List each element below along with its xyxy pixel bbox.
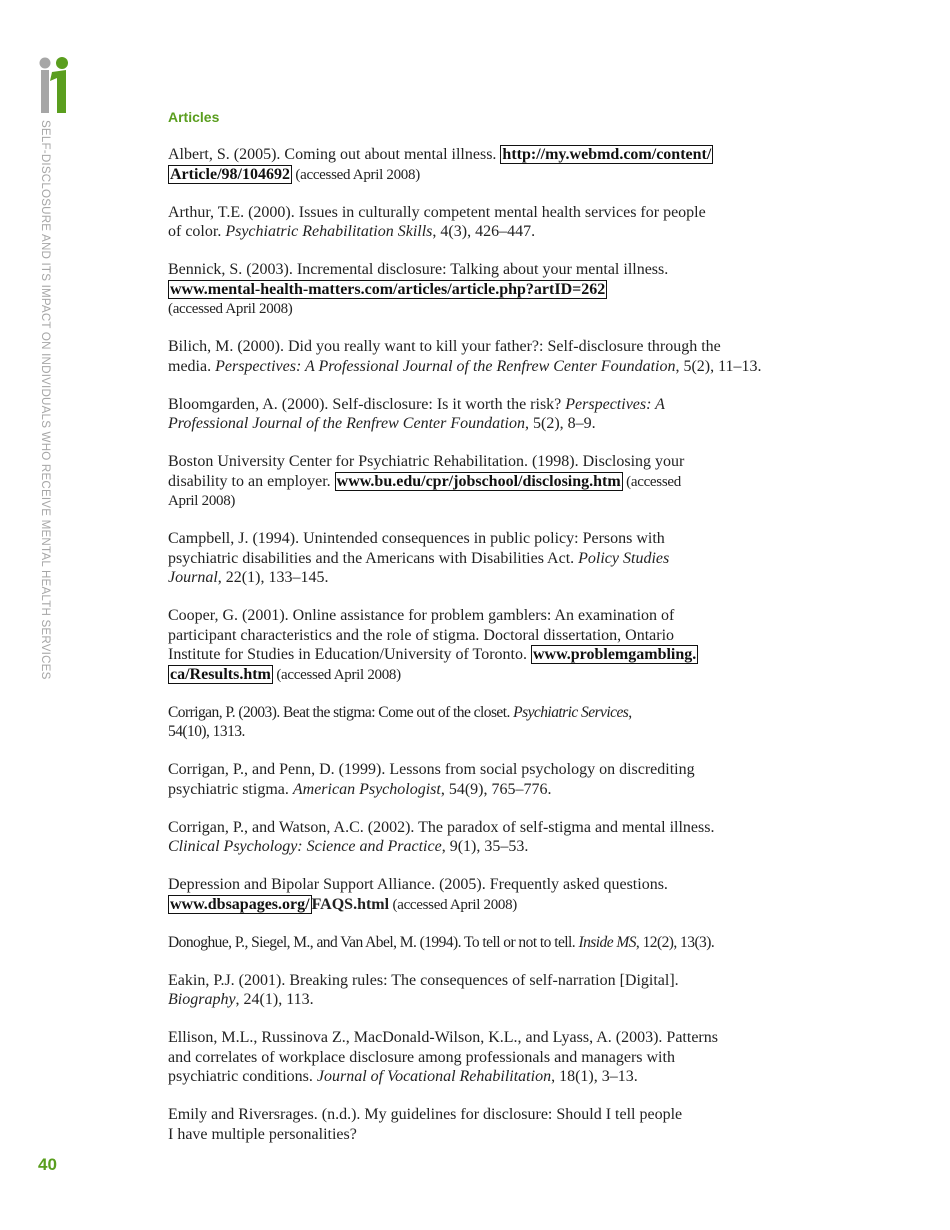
- reference-text: Campbell, J. (1994). Unintended consequences in public policy: Persons with: [168, 530, 665, 547]
- reference-entry: [168, 1028, 808, 1087]
- reference-text: Corrigan, P., and Penn, D. (1999). Lessons from social psychology on discrediting: [168, 761, 695, 778]
- reference-line: [168, 491, 808, 511]
- reference-text: media.: [168, 357, 216, 375]
- reference-entry: [168, 760, 808, 799]
- reference-text: (accessed April 2008): [389, 896, 518, 913]
- reference-line: [168, 1048, 808, 1068]
- reference-line: [168, 549, 808, 569]
- reference-text: , 5(2), 8–9.: [525, 415, 596, 432]
- reference-line: [168, 722, 808, 742]
- reference-link[interactable]: http://my.webmd.com/content/: [502, 146, 712, 163]
- reference-text: , 9(1), 35–53.: [441, 838, 529, 855]
- reference-text: (accessed April 2008): [168, 301, 293, 317]
- reference-line: [168, 780, 808, 800]
- reference-text: Bloomgarden, A. (2000). Self-disclosure: Is it worth the risk?: [168, 395, 566, 413]
- reference-text: , 54(9), 765–776.: [440, 780, 552, 798]
- reference-line: [168, 837, 808, 857]
- reference-text: Corrigan, P. (2003). Beat the stigma: Come out of the closet.: [168, 703, 514, 721]
- reference-text: Ellison, M.L., Russinova Z., MacDonald-Wilson, K.L., and Lyass, A. (2003). Patterns: [168, 1029, 718, 1046]
- reference-line: [168, 222, 808, 242]
- reference-text: I have multiple personalities?: [168, 1125, 357, 1143]
- reference-text: Bennick, S. (2003). Incremental disclosure: Talking about your mental illness.: [168, 261, 669, 278]
- reference-entry: [168, 1105, 808, 1144]
- reference-line: [168, 990, 808, 1010]
- reference-text: disability to an employer.: [168, 472, 335, 490]
- reference-link[interactable]: www.bu.edu/cpr/jobschool/disclosing.htm: [336, 472, 621, 490]
- reference-link[interactable]: www.dbsapages.org/: [170, 895, 310, 913]
- reference-line: [168, 1105, 808, 1125]
- reference-text: , 18(1), 3–13.: [551, 1068, 638, 1085]
- reference-line: [168, 1067, 808, 1087]
- reference-entry: [168, 529, 808, 588]
- reference-entry: [168, 971, 808, 1010]
- reference-entry: [168, 337, 808, 376]
- reference-text: , 5(2), 11–13.: [675, 357, 762, 375]
- journal-title: Policy Studies: [578, 549, 670, 567]
- reference-line: [168, 280, 808, 300]
- reference-text: participant characteristics and the role of stigma. Doctoral dissertation, Ontario: [168, 626, 675, 644]
- reference-line: [168, 299, 808, 319]
- reference-line: [168, 1028, 808, 1048]
- reference-line: [168, 875, 808, 895]
- reference-text: and correlates of workplace disclosure among professionals and managers with: [168, 1048, 675, 1066]
- organization-logo: [36, 56, 72, 114]
- reference-text: , 12(2), 13(3).: [635, 933, 715, 951]
- reference-text: , 22(1), 133–145.: [217, 569, 329, 586]
- reference-text: psychiatric disabilities and the Americans with Disabilities Act.: [168, 549, 579, 567]
- reference-line: [168, 606, 808, 626]
- reference-text: psychiatric conditions.: [168, 1068, 317, 1085]
- reference-line: [168, 337, 808, 357]
- reference-text: Institute for Studies in Education/University of Toronto.: [168, 646, 531, 663]
- reference-entry: [168, 203, 808, 242]
- reference-line: [168, 260, 808, 280]
- reference-link[interactable]: www.problemgambling.: [532, 646, 697, 663]
- reference-text: Boston University Center for Psychiatric Rehabilitation. (1998). Disclosing your: [168, 453, 685, 470]
- reference-line: [168, 933, 808, 953]
- reference-line: [168, 703, 808, 723]
- journal-title: Journal: [168, 569, 218, 586]
- journal-title: American Psychologist: [292, 780, 441, 798]
- reference-text: 54(10), 1313.: [168, 723, 245, 740]
- reference-entry: [168, 395, 808, 434]
- journal-title: Journal of Vocational Rehabilitation: [316, 1068, 552, 1085]
- journal-title: Professional Journal of the Renfrew Center Foundation: [168, 415, 525, 432]
- reference-text: , 4(3), 426–447.: [432, 223, 536, 240]
- reference-text: Arthur, T.E. (2000). Issues in culturally competent mental health services for people: [168, 203, 706, 221]
- section-heading: Articles: [168, 109, 220, 125]
- reference-text: Albert, S. (2005). Coming out about mental illness.: [168, 146, 501, 163]
- reference-link[interactable]: www.mental-health-matters.com/articles/article.php?artID=262: [170, 280, 606, 298]
- reference-line: [168, 395, 808, 415]
- reference-line: [168, 665, 808, 685]
- reference-line: [168, 414, 808, 434]
- reference-line: [168, 357, 808, 377]
- reference-text: , 24(1), 113.: [235, 991, 314, 1008]
- sidebar-document-title: SELF-DISCLOSURE AND ITS IMPACT ON INDIVIDUALS WHO RECEIVE MENTAL HEALTH SERVICES: [39, 120, 52, 680]
- reference-line: [168, 472, 808, 492]
- reference-text: Emily and Riversrages. (n.d.). My guidelines for disclosure: Should I tell people: [168, 1106, 683, 1123]
- reference-text: Depression and Bipolar Support Alliance. (2005). Frequently asked questions.: [168, 876, 668, 893]
- reference-text: of color.: [168, 223, 226, 240]
- reference-line: [168, 895, 808, 915]
- reference-line: [168, 568, 808, 588]
- page-number: 40: [38, 1155, 57, 1174]
- journal-title: Perspectives: A: [565, 395, 665, 413]
- journal-title: Psychiatric Services: [513, 703, 629, 721]
- reference-text: Corrigan, P., and Watson, A.C. (2002). The paradox of self-stigma and mental illness.: [168, 818, 715, 836]
- journal-title: Psychiatric Rehabilitation Skills: [225, 223, 433, 240]
- reference-text: (accessed: [622, 473, 681, 490]
- reference-entry: [168, 818, 808, 857]
- reference-line: [168, 818, 808, 838]
- reference-text: ,: [628, 703, 632, 721]
- reference-text: Eakin, P.J. (2001). Breaking rules: The consequences of self-narration [Digital].: [168, 971, 679, 989]
- reference-link[interactable]: Article/98/104692: [170, 165, 290, 183]
- reference-entry: [168, 145, 808, 184]
- reference-link[interactable]: ca/Results.htm: [170, 665, 271, 683]
- reference-line: [168, 1125, 808, 1145]
- reference-entry: [168, 933, 808, 953]
- reference-line: [168, 145, 808, 165]
- reference-list: [168, 145, 808, 1163]
- reference-text: (accessed April 2008): [272, 666, 401, 683]
- reference-line: [168, 203, 808, 223]
- journal-title: Perspectives: A Professional Journal of the Renfrew Center Foundation: [215, 357, 676, 375]
- reference-text: Bilich, M. (2000). Did you really want to kill your father?: Self-disclosure through the: [168, 338, 721, 355]
- journal-title: Inside MS: [578, 933, 636, 951]
- reference-line: [168, 165, 808, 185]
- journal-title: Clinical Psychology: Science and Practice: [168, 838, 442, 855]
- reference-entry: [168, 606, 808, 684]
- reference-entry: [168, 260, 808, 319]
- reference-line: [168, 529, 808, 549]
- reference-line: [168, 626, 808, 646]
- reference-line: [168, 452, 808, 472]
- reference-text: Cooper, G. (2001). Online assistance for problem gamblers: An examination of: [168, 607, 675, 624]
- reference-entry: [168, 703, 808, 742]
- journal-title: Biography: [168, 991, 236, 1008]
- reference-text: FAQS.html: [311, 895, 390, 913]
- reference-entry: [168, 452, 808, 511]
- reference-line: [168, 971, 808, 991]
- reference-text: Donoghue, P., Siegel, M., and Van Abel, M. (1994). To tell or not to tell.: [168, 933, 579, 951]
- reference-line: [168, 760, 808, 780]
- reference-line: [168, 645, 808, 665]
- reference-text: psychiatric stigma.: [168, 780, 293, 798]
- reference-text: April 2008): [168, 493, 236, 509]
- reference-text: (accessed April 2008): [291, 166, 420, 183]
- reference-entry: [168, 875, 808, 914]
